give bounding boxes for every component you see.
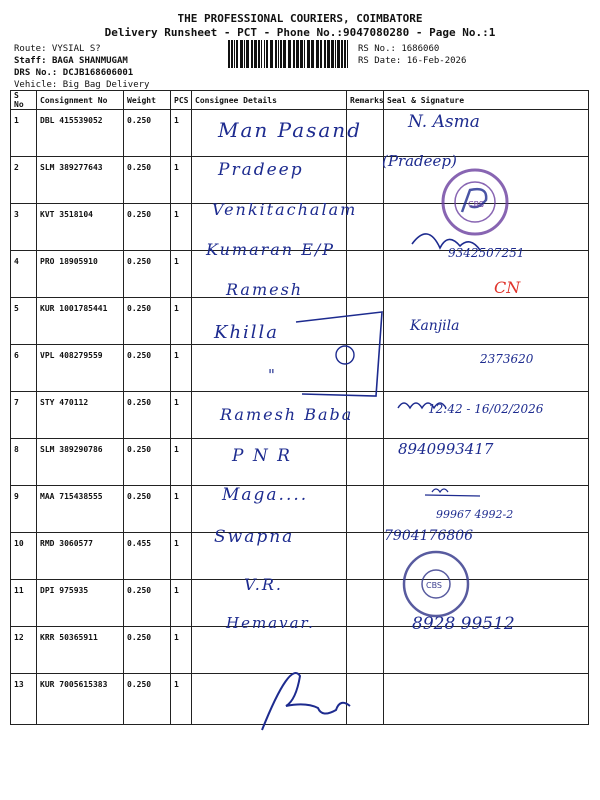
- company-title: THE PROFESSIONAL COURIERS, COIMBATORE: [177, 12, 423, 25]
- barcode-bar: [240, 40, 243, 68]
- barcode-bar: [283, 40, 286, 68]
- row-sno: 13: [11, 674, 37, 725]
- row-consignment-no: MAA 715438555: [37, 486, 124, 533]
- row-sno: 10: [11, 533, 37, 580]
- handwritten-consignee: Ramesh Baba: [220, 405, 354, 424]
- rs-date: RS Date: 16-Feb-2026: [358, 56, 467, 66]
- table-header-row: [11, 91, 589, 110]
- row-weight: 0.250: [124, 157, 171, 204]
- row-sno: 7: [11, 392, 37, 439]
- barcode-bar: [264, 40, 265, 68]
- row-weight: 0.250: [124, 580, 171, 627]
- barcode-bar: [304, 40, 305, 68]
- handwritten-consignee: Pradeep: [218, 160, 304, 180]
- handwritten-signature: 7904176806: [384, 528, 474, 544]
- barcode-bar: [228, 40, 230, 68]
- col-consignee: Consignee Details: [192, 91, 347, 110]
- row-pcs: 1: [171, 110, 192, 157]
- row-consignment-no: DPI 975935: [37, 580, 124, 627]
- row-consignee-cell: [192, 627, 347, 674]
- row-pcs: 1: [171, 627, 192, 674]
- barcode-bar: [278, 40, 279, 68]
- handwritten-consignee: Khilla: [214, 322, 280, 343]
- barcode-bar: [258, 40, 260, 68]
- row-consignment-no: RMD 3060577: [37, 533, 124, 580]
- row-weight: 0.250: [124, 298, 171, 345]
- row-pcs: 1: [171, 486, 192, 533]
- row-sno: 5: [11, 298, 37, 345]
- row-remarks-cell: [347, 580, 384, 627]
- row-sno: 12: [11, 627, 37, 674]
- handwritten-signature: CN: [494, 278, 521, 297]
- row-remarks-cell: [347, 298, 384, 345]
- handwritten-consignee: P N R: [232, 446, 292, 466]
- row-weight: 0.455: [124, 533, 171, 580]
- handwritten-signature: 8928 99512: [412, 614, 515, 634]
- row-remarks-cell: [347, 486, 384, 533]
- barcode-bar: [324, 40, 326, 68]
- barcode-bar: [280, 40, 282, 68]
- row-remarks-cell: [347, 345, 384, 392]
- barcode-bar: [311, 40, 314, 68]
- row-consignment-no: SLM 389277643: [37, 157, 124, 204]
- row-weight: 0.250: [124, 204, 171, 251]
- handwritten-signature: Kanjila: [410, 318, 460, 334]
- barcode-bar: [234, 40, 235, 68]
- row-pcs: 1: [171, 298, 192, 345]
- barcode-bar: [244, 40, 245, 68]
- handwritten-signature: 2373620: [480, 352, 534, 366]
- row-weight: 0.250: [124, 486, 171, 533]
- col-remarks: Remarks: [347, 91, 384, 110]
- row-consignment-no: KUR 7005615383: [37, 674, 124, 725]
- row-remarks-cell: [347, 439, 384, 486]
- row-pcs: 1: [171, 157, 192, 204]
- handwritten-signature: 12:42 - 16/02/2026: [428, 402, 544, 416]
- barcode: [228, 40, 350, 68]
- handwritten-consignee: Ramesh: [226, 280, 304, 299]
- row-weight: 0.250: [124, 110, 171, 157]
- barcode-bar: [347, 40, 348, 68]
- row-weight: 0.250: [124, 439, 171, 486]
- table-row: [11, 533, 589, 580]
- row-remarks-cell: [347, 627, 384, 674]
- barcode-bar: [270, 40, 273, 68]
- col-signature: Seal & Signature: [384, 91, 589, 110]
- barcode-bar: [320, 40, 322, 68]
- row-weight: 0.250: [124, 674, 171, 725]
- handwritten-consignee: Kumaran E/P: [206, 240, 336, 259]
- row-consignment-no: DBL 415539052: [37, 110, 124, 157]
- row-signature-cell: [384, 204, 589, 251]
- row-pcs: 1: [171, 204, 192, 251]
- seal-2-text: CBS: [426, 581, 443, 590]
- row-consignment-no: STY 470112: [37, 392, 124, 439]
- handwritten-signature: (Pradeep): [382, 152, 457, 170]
- handwritten-consignee: V.R.: [244, 575, 283, 594]
- barcode-bar: [335, 40, 336, 68]
- rs-number: RS No.: 1686060: [358, 44, 440, 54]
- barcode-bar: [275, 40, 277, 68]
- barcode-bar: [307, 40, 310, 68]
- row-sno: 2: [11, 157, 37, 204]
- handwritten-consignee: Swapna: [214, 527, 295, 547]
- barcode-bar: [327, 40, 330, 68]
- barcode-bar: [341, 40, 343, 68]
- row-pcs: 1: [171, 439, 192, 486]
- barcode-bar: [266, 40, 268, 68]
- barcode-bar: [293, 40, 295, 68]
- row-sno: 11: [11, 580, 37, 627]
- handwritten-signature: 8940993417: [398, 440, 494, 458]
- row-sno: 4: [11, 251, 37, 298]
- row-pcs: 1: [171, 251, 192, 298]
- staff-line: [14, 56, 128, 66]
- handwritten-consignee: Man Pasand: [218, 118, 362, 142]
- col-consignment: Consignment No: [37, 91, 124, 110]
- row-consignment-no: KRR 50365911: [37, 627, 124, 674]
- staff-label: Staff:: [14, 56, 52, 66]
- handwritten-signature: 9342507251: [448, 246, 525, 260]
- barcode-bar: [261, 40, 262, 68]
- handwritten-consignee: Maga....: [222, 485, 309, 505]
- row-weight: 0.250: [124, 251, 171, 298]
- col-weight: Weight: [124, 91, 171, 110]
- row-pcs: 1: [171, 674, 192, 725]
- table-row: [11, 674, 589, 725]
- col-pcs: PCS: [171, 91, 192, 110]
- table-row: [11, 439, 589, 486]
- handwritten-consignee: Venkitachalam: [212, 200, 358, 219]
- row-sno: 3: [11, 204, 37, 251]
- barcode-bar: [316, 40, 319, 68]
- col-sno: S No: [11, 91, 37, 110]
- row-consignment-no: KVT 3518104: [37, 204, 124, 251]
- staff-value: BAGA SHANMUGAM: [51, 56, 128, 66]
- row-consignment-no: VPL 408279559: [37, 345, 124, 392]
- barcode-bar: [288, 40, 291, 68]
- row-sno: 1: [11, 110, 37, 157]
- runsheet-subtitle: Delivery Runsheet - PCT - Phone No.:9047080280 - Page No.:1: [104, 26, 496, 39]
- barcode-bar: [337, 40, 340, 68]
- handwritten-signature: 99967 4992-2: [436, 508, 514, 521]
- row-pcs: 1: [171, 533, 192, 580]
- handwritten-consignee: Hemavar.: [226, 614, 315, 632]
- drs-label: DRS No.:: [14, 68, 63, 78]
- row-sno: 6: [11, 345, 37, 392]
- seal-1-text: CBS: [468, 200, 485, 209]
- row-remarks-cell: [347, 533, 384, 580]
- row-remarks-cell: [347, 251, 384, 298]
- drs-value: DCJB168606001: [62, 68, 134, 78]
- row-sno: 9: [11, 486, 37, 533]
- row-remarks-cell: [347, 157, 384, 204]
- row-weight: 0.250: [124, 345, 171, 392]
- table-row: [11, 298, 589, 345]
- handwritten-consignee: ": [268, 366, 277, 384]
- row-consignment-no: PRO 18905910: [37, 251, 124, 298]
- drs-line: [14, 68, 133, 78]
- barcode-bar: [296, 40, 299, 68]
- barcode-bar: [254, 40, 257, 68]
- handwritten-signature: N. Asma: [408, 112, 480, 132]
- row-consignee-cell: [192, 674, 347, 725]
- row-pcs: 1: [171, 392, 192, 439]
- row-pcs: 1: [171, 580, 192, 627]
- row-weight: 0.250: [124, 627, 171, 674]
- barcode-bar: [231, 40, 233, 68]
- row-remarks-cell: [347, 674, 384, 725]
- row-weight: 0.250: [124, 392, 171, 439]
- row-consignment-no: KUR 1001785441: [37, 298, 124, 345]
- barcode-bar: [331, 40, 334, 68]
- route-line: Route: VYSIAL S?: [14, 44, 101, 54]
- barcode-bar: [236, 40, 238, 68]
- barcode-bar: [251, 40, 253, 68]
- barcode-bar: [344, 40, 346, 68]
- row-pcs: 1: [171, 345, 192, 392]
- row-signature-cell: [384, 674, 589, 725]
- barcode-bar: [246, 40, 249, 68]
- barcode-bar: [300, 40, 303, 68]
- row-consignment-no: SLM 389290786: [37, 439, 124, 486]
- row-sno: 8: [11, 439, 37, 486]
- vehicle-line: Vehicle: Big Bag Delivery: [14, 80, 150, 90]
